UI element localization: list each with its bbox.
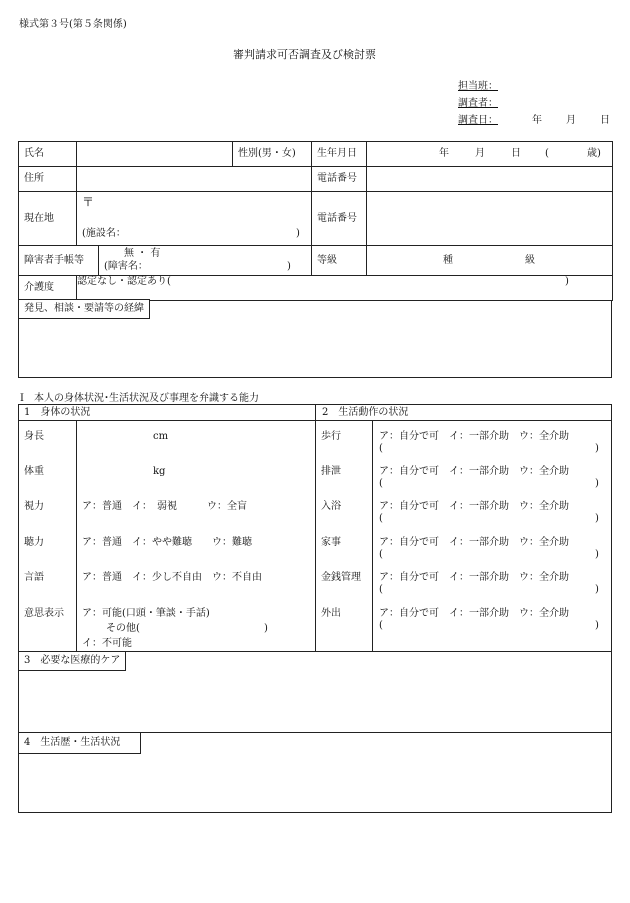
outing-close: ) bbox=[595, 620, 599, 631]
intent-other-close: ) bbox=[264, 623, 268, 634]
hearing-label: 聴力 bbox=[24, 537, 44, 548]
intent-option-a[interactable]: ア：可能(口頭・筆談・手話) bbox=[82, 608, 210, 619]
disability-name-close: ) bbox=[287, 261, 291, 272]
excretion-options[interactable]: ア：自分で可 イ：一部介助 ウ：全介助 bbox=[379, 466, 569, 477]
life-history-label: 4 生活歴・生活状況 bbox=[18, 732, 141, 754]
handbook-input[interactable] bbox=[99, 246, 312, 276]
money-close: ) bbox=[595, 584, 599, 595]
outing-open: ( bbox=[379, 620, 383, 631]
history-box[interactable] bbox=[18, 300, 612, 378]
facility-close: ) bbox=[296, 228, 300, 239]
phone-input[interactable] bbox=[367, 167, 613, 192]
basic-info-table bbox=[18, 141, 613, 301]
height-unit[interactable]: cm bbox=[153, 431, 169, 442]
care-close: ) bbox=[565, 276, 569, 287]
weight-label: 体重 bbox=[24, 466, 44, 477]
care-options: 認定なし・認定あり( bbox=[77, 276, 171, 287]
disability-name-label: (障害名： bbox=[104, 261, 148, 272]
vision-label: 視力 bbox=[24, 501, 44, 512]
medical-care-box[interactable] bbox=[18, 651, 612, 733]
team-field[interactable]: 担当班： bbox=[458, 81, 498, 92]
birth-month: 月 bbox=[475, 148, 485, 159]
date-year: 年 bbox=[532, 115, 542, 126]
speech-options[interactable]: ア：普通 イ：少し不自由 ウ：不自由 bbox=[82, 572, 262, 583]
medical-care-label: 3 必要な医療的ケア bbox=[18, 651, 126, 671]
housework-close: ) bbox=[595, 549, 599, 560]
age-open: ( bbox=[545, 148, 549, 159]
life-history-box[interactable] bbox=[18, 732, 612, 813]
age-label: 歳) bbox=[587, 148, 601, 159]
bath-open: ( bbox=[379, 513, 383, 524]
excretion-label: 排泄 bbox=[321, 466, 341, 477]
housework-options[interactable]: ア：自分で可 イ：一部介助 ウ：全介助 bbox=[379, 537, 569, 548]
phone2-label: 電話番号 bbox=[312, 192, 367, 246]
intent-label: 意思表示 bbox=[24, 608, 64, 619]
date-month: 月 bbox=[566, 115, 576, 126]
birth-input[interactable] bbox=[367, 142, 613, 167]
bath-label: 入浴 bbox=[321, 501, 341, 512]
section1-table bbox=[18, 404, 612, 652]
body-status-header: 1 身体の状況 bbox=[24, 407, 91, 418]
bath-options[interactable]: ア：自分で可 イ：一部介助 ウ：全介助 bbox=[379, 501, 569, 512]
care-level-input[interactable] bbox=[77, 276, 613, 301]
document-title: 審判請求可否調査及び検討票 bbox=[233, 48, 376, 61]
postal-mark: 〒 bbox=[82, 195, 95, 209]
housework-label: 家事 bbox=[321, 537, 341, 548]
date-field[interactable] bbox=[458, 111, 612, 126]
address-input[interactable] bbox=[77, 167, 312, 192]
height-label: 身長 bbox=[24, 431, 44, 442]
housework-open: ( bbox=[379, 549, 383, 560]
current-location-input[interactable] bbox=[77, 192, 312, 246]
birth-day: 日 bbox=[511, 148, 521, 159]
address-label: 住所 bbox=[19, 167, 77, 192]
gender-select[interactable]: 性別(男・女) bbox=[233, 142, 312, 167]
handbook-label: 障害者手帳等 bbox=[19, 246, 99, 276]
name-label: 氏名 bbox=[19, 142, 77, 167]
phone2-input[interactable] bbox=[367, 192, 613, 246]
current-location-label: 現在地 bbox=[19, 192, 77, 246]
speech-label: 言語 bbox=[24, 572, 44, 583]
birth-year: 年 bbox=[439, 148, 449, 159]
form-label: 様式第３号(第５条関係) bbox=[19, 19, 127, 30]
excretion-close: ) bbox=[595, 478, 599, 489]
life-status-header: 2 生活動作の状況 bbox=[322, 407, 409, 418]
date-day: 日 bbox=[600, 115, 610, 126]
outing-options[interactable]: ア：自分で可 イ：一部介助 ウ：全介助 bbox=[379, 608, 569, 619]
money-open: ( bbox=[379, 584, 383, 595]
date-label: 調査日： bbox=[458, 115, 498, 126]
money-options[interactable]: ア：自分で可 イ：一部介助 ウ：全介助 bbox=[379, 572, 569, 583]
bath-close: ) bbox=[595, 513, 599, 524]
name-input[interactable] bbox=[77, 142, 233, 167]
handbook-options: 無 ・ 有 bbox=[124, 248, 161, 259]
intent-other[interactable]: その他( bbox=[106, 623, 140, 634]
weight-unit[interactable]: kg bbox=[153, 466, 166, 477]
intent-option-b[interactable]: イ：不可能 bbox=[82, 638, 132, 649]
history-label: 発見、相談・要請等の経緯 bbox=[18, 299, 150, 319]
walk-options[interactable]: ア：自分で可 イ：一部介助 ウ：全介助 bbox=[379, 431, 569, 442]
section1-title: Ⅰ 本人の身体状況･生活状況及び事理を弁識する能力 bbox=[20, 393, 259, 404]
grade-input[interactable] bbox=[367, 246, 613, 276]
care-level-label: 介護度 bbox=[19, 276, 77, 301]
hearing-options[interactable]: ア：普通 イ：やや難聴 ウ：難聴 bbox=[82, 537, 252, 548]
excretion-open: ( bbox=[379, 478, 383, 489]
phone-label: 電話番号 bbox=[312, 167, 367, 192]
walk-open: ( bbox=[379, 443, 383, 454]
grade-kind: 種 bbox=[443, 255, 453, 266]
investigator-field[interactable]: 調査者： bbox=[458, 98, 498, 109]
birth-label: 生年月日 bbox=[312, 142, 367, 167]
grade-level: 級 bbox=[525, 255, 535, 266]
outing-label: 外出 bbox=[321, 608, 341, 619]
vision-options[interactable]: ア：普通 イ： 弱視 ウ：全盲 bbox=[82, 501, 247, 512]
money-label: 金銭管理 bbox=[321, 572, 361, 583]
walk-close: ) bbox=[595, 443, 599, 454]
facility-label: (施設名： bbox=[82, 228, 126, 239]
walk-label: 歩行 bbox=[321, 431, 341, 442]
grade-label: 等級 bbox=[312, 246, 367, 276]
